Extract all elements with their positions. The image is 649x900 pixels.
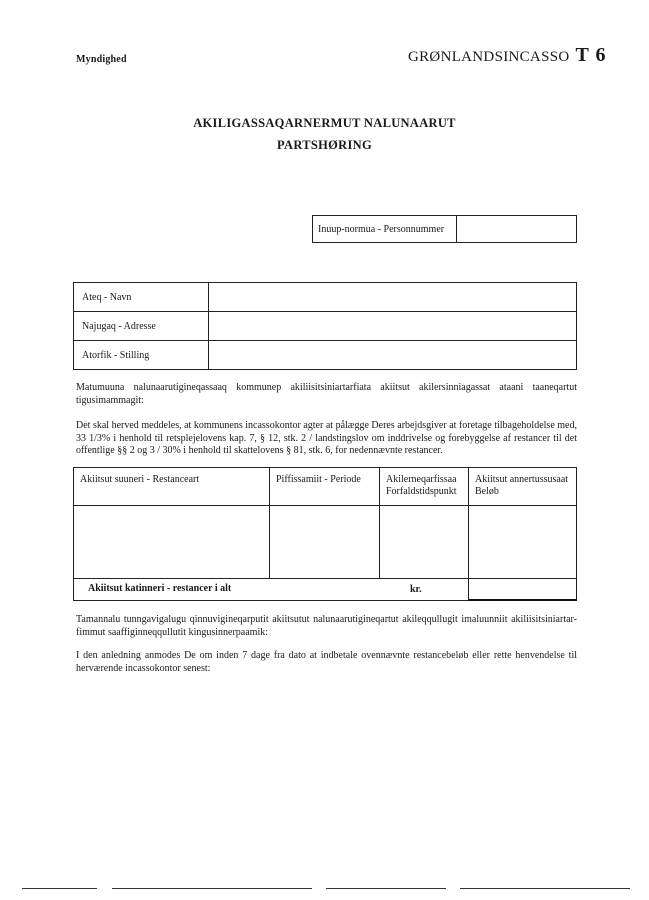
personnummer-box	[312, 215, 577, 243]
footer-rule	[22, 888, 97, 889]
paragraph-danish-1: Det skal herved meddeles, at kommunens incassokontor agter at pålægge Deres arbejdsgiver at foretage tilbageholdelse med, 33 1/3% i henhold til retsplejelovens kap. 7, § 12, stk. 2 / landstingslov om inddrivelse og forebyggelse af restancer til det offentlige §§ 2 og 3 / 30% i henhold til skattelovens § 81, stk. 6, for nedennævnte restancer.	[76, 420, 577, 456]
position-label: Atorfik - Stilling	[74, 341, 209, 370]
position-field[interactable]	[209, 341, 577, 370]
total-unit: kr.	[410, 584, 422, 595]
beloeb-cell[interactable]	[469, 506, 577, 579]
restance-table	[73, 467, 577, 601]
col-periode: Piffissamiit - Periode	[270, 468, 380, 506]
personnummer-field[interactable]	[457, 216, 577, 243]
personnummer-label: Inuup-normua - Personnummer	[313, 216, 457, 243]
footer-rule	[460, 888, 630, 889]
organization-name: GRØNLANDSINCASSO	[408, 49, 570, 65]
name-field[interactable]	[209, 283, 577, 312]
paragraph-greenlandic-2: Tamannalu tunngavigalugu qinnuvigineqarputit akiitsutut nalunaarutigineqartut akileqqullugit imaluunniit akiliisitsiniartar-fimmut saaffiginneqqullutit kingusinnerpaamik:	[76, 614, 577, 638]
info-row-name	[74, 283, 577, 312]
form-code: T 6	[575, 44, 607, 66]
info-row-position	[74, 341, 577, 370]
col-restanceart: Akiitsut suuneri - Restanceart	[74, 468, 270, 506]
restanceart-cell[interactable]	[74, 506, 270, 579]
footer-rule	[326, 888, 446, 889]
periode-cell[interactable]	[270, 506, 380, 579]
address-label: Najugaq - Adresse	[74, 312, 209, 341]
paragraph-greenlandic-1: Matumuuna nalunaarutigineqassaaq kommunep akiliisitsiniartarfiata akiitsut akilersinniagassat ataani taaneqartut tigusimammagit:	[76, 382, 577, 406]
total-label: Akiitsut katinneri - restancer i alt	[88, 583, 232, 595]
forfaldstidspunkt-cell[interactable]	[380, 506, 469, 579]
col-beloeb: Akiitsut annertussusaat Beløb	[469, 468, 577, 506]
address-field[interactable]	[209, 312, 577, 341]
total-amount-cell[interactable]	[469, 579, 577, 601]
name-label: Ateq - Navn	[74, 283, 209, 312]
authority-label: Myndighed	[76, 54, 127, 65]
document-subtitle: PARTSHØRING	[277, 138, 372, 152]
footer-rule	[112, 888, 312, 889]
info-row-address	[74, 312, 577, 341]
restance-total-row	[74, 579, 577, 601]
document-title: AKILIGASSAQARNERMUT NALUNAARUT	[193, 116, 456, 130]
organization-header	[408, 44, 606, 67]
total-label-cell	[74, 579, 469, 601]
restance-header-row	[74, 468, 577, 506]
personal-info-table	[73, 282, 577, 370]
restance-entry-row	[74, 506, 577, 579]
paragraph-danish-2: I den anledning anmodes De om inden 7 dage fra dato at indbetale ovennævnte restancebeløb eller rette henvendelse til herværende incassokontor senest:	[76, 650, 577, 674]
col-forfaldstidspunkt: Akilerneqarfissaa Forfaldstidspunkt	[380, 468, 469, 506]
